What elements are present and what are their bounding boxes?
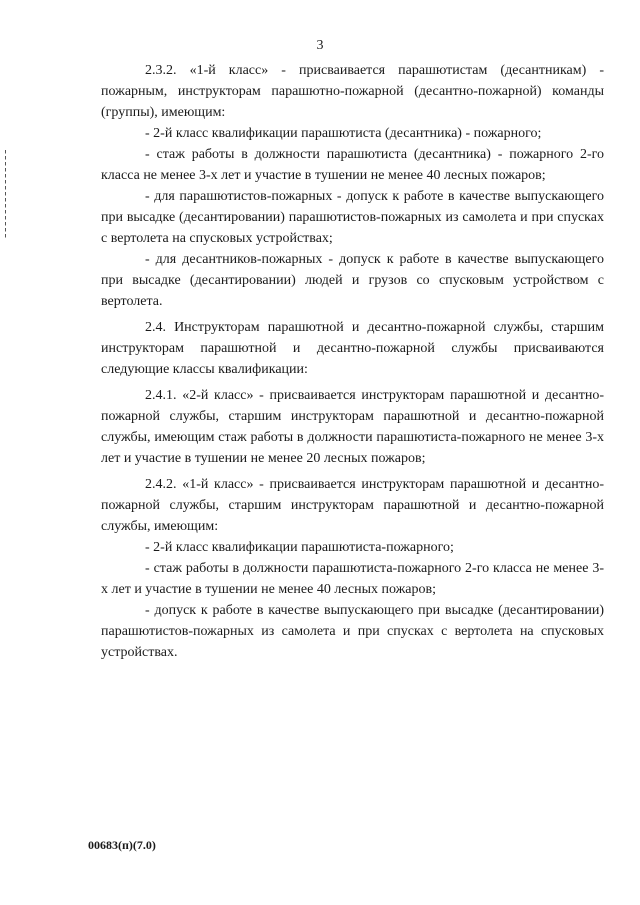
list-item-qualification: - 2-й класс квалификации парашютиста (десантника) - пожарного; — [145, 126, 542, 141]
page-number: 3 — [316, 38, 324, 53]
list-item-admission: - допуск к работе в качестве выпускающего при высадке (десантировании) парашютистов-пожарных из самолета и при спусках с вертолета на спусковых устройствах. — [101, 603, 604, 660]
document-body — [101, 60, 604, 663]
list-item-parachutists: - для парашютистов-пожарных - допуск к работе в качестве выпускающего при высадке (десантировании) парашютистов-пожарных из самолета и при спусках с вертолета на спусковых устройствах; — [101, 189, 604, 246]
paragraph-2-3-2: 2.3.2. «1-й класс» - присваивается парашютистам (десантникам) - пожарным, инструкторам парашютно-пожарной (десантно-пожарной) команды (группы), имеющим: — [101, 63, 604, 120]
list-item-qualification-2: - 2-й класс квалификации парашютиста-пожарного; — [145, 540, 454, 555]
list-item-experience-2: - стаж работы в должности парашютиста-пожарного 2-го класса не менее 3-х лет и участие в тушении не менее 40 лесных пожаров; — [101, 561, 604, 597]
list-item-experience: - стаж работы в должности парашютиста (десантника) - пожарного 2-го класса не менее 3-х лет и участие в тушении не менее 40 лесных пожаров; — [101, 147, 604, 183]
document-code: 00683(п)(7.0) — [88, 838, 156, 852]
paragraph-2-4-1: 2.4.1. «2-й класс» - присваивается инструкторам парашютной и десантно-пожарной службы, старшим инструкторам парашютной и десантно-пожарной службы, имеющим стаж работы в должности парашютиста-пожарного не менее 3-х лет и участие в тушении не менее 20 лесных пожаров; — [101, 388, 604, 466]
paragraph-2-4-2: 2.4.2. «1-й класс» - присваивается инструкторам парашютной и десантно-пожарной службы, старшим инструкторам парашютной и десантно-пожарной службы, имеющим: — [101, 477, 604, 534]
list-item-landing-firefighters: - для десантников-пожарных - допуск к работе в качестве выпускающего при высадке (десантировании) людей и грузов со спусковым устройством с вертолета. — [101, 252, 604, 309]
paragraph-2-4: 2.4. Инструкторам парашютной и десантно-пожарной службы, старшим инструкторам парашютной и десантно-пожарной службы присваиваются следующие классы квалификации: — [101, 320, 604, 377]
margin-binding-marks — [5, 150, 7, 240]
